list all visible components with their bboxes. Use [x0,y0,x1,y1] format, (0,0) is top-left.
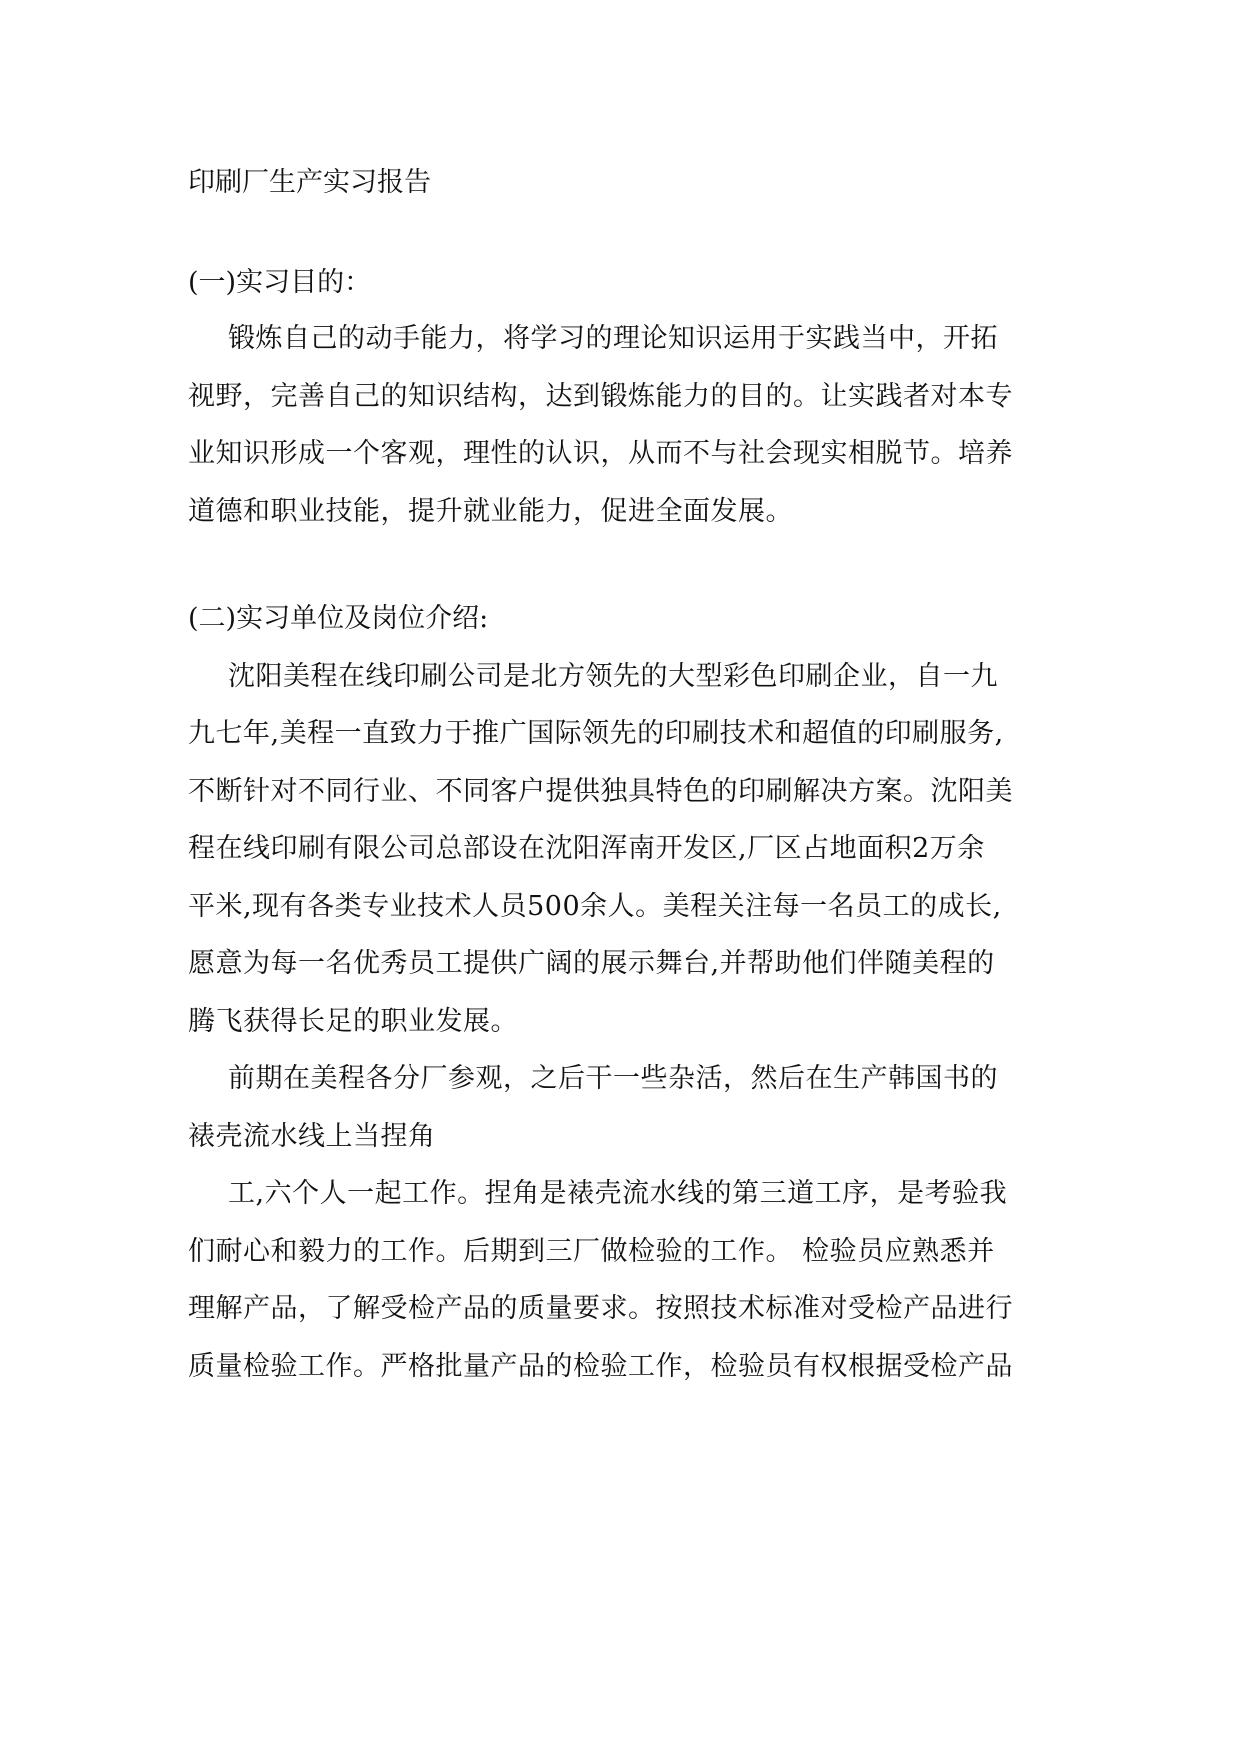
paragraph-line: 平米,现有各类专业技术人员500余人。美程关注每一名员工的成长, [188,891,1002,922]
paragraph-line: 锻炼自己的动手能力，将学习的理论知识运用于实践当中，开拓 [228,323,998,354]
paragraph-line: 愿意为每一名优秀员工提供广阔的展示舞台,并帮助他们伴随美程的 [188,948,995,979]
paragraph-line: 工,六个人一起工作。捏角是裱壳流水线的第三道工序，是考验我 [228,1178,1008,1209]
paragraph-line: 不断针对不同行业、不同客户提供独具特色的印刷解决方案。沈阳美 [188,776,1013,807]
section-heading-company: (二)实习单位及岗位介绍: [188,603,489,634]
paragraph-line: 理解产品，了解受检产品的质量要求。按照技术标准对受检产品进行 [188,1293,1013,1324]
paragraph-line: 裱壳流水线上当捏角 [188,1121,436,1152]
paragraph-line: 视野，完善自己的知识结构，达到锻炼能力的目的。让实践者对本专 [188,381,1013,412]
document-title: 印刷厂生产实习报告 [188,167,431,198]
section-heading-purpose: (一)实习目的： [188,267,372,298]
paragraph-line: 道德和职业技能，提升就业能力，促进全面发展。 [188,496,793,527]
paragraph-line: 业知识形成一个客观，理性的认识，从而不与社会现实相脱节。培养 [188,438,1013,469]
paragraph-line: 们耐心和毅力的工作。后期到三厂做检验的工作。 检验员应熟悉并 [188,1236,995,1267]
paragraph-line: 质量检验工作。严格批量产品的检验工作，检验员有权根据受检产品 [188,1351,1013,1382]
paragraph-line: 九七年,美程一直致力于推广国际领先的印刷技术和超值的印刷服务, [188,718,1004,749]
paragraph-line: 前期在美程各分厂参观，之后干一些杂活，然后在生产韩国书的 [228,1063,998,1094]
paragraph-line: 腾飞获得长足的职业发展。 [188,1006,518,1037]
paragraph-line: 沈阳美程在线印刷公司是北方领先的大型彩色印刷企业，自一九 [228,661,998,692]
paragraph-line: 程在线印刷有限公司总部设在沈阳浑南开发区,厂区占地面积2万余 [188,833,985,864]
